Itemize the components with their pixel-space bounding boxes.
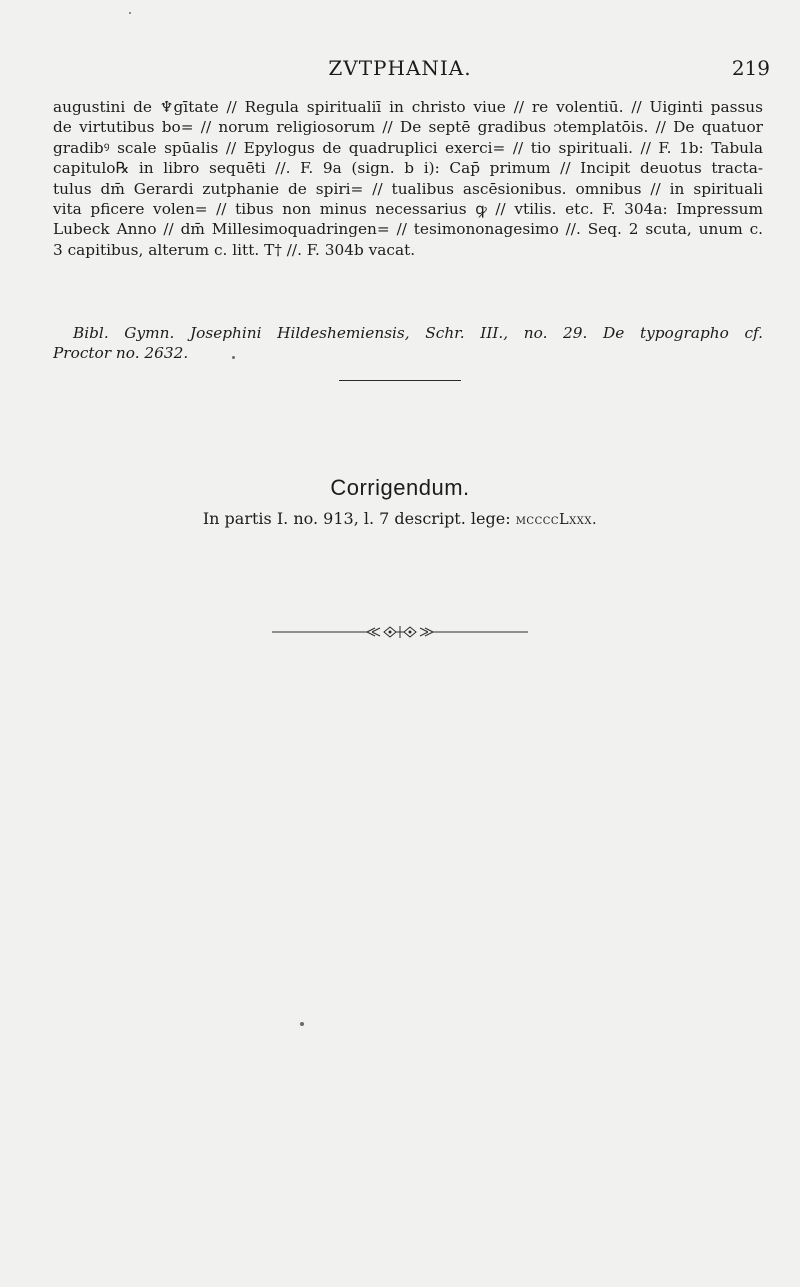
- description-line: gradibꝰ scale spūalis // Epylogus de quadruplici exerci= // tio spirituali. // F. 1b: Tabula: [53, 138, 763, 157]
- bibliographic-note: [53, 323, 763, 364]
- corrigendum-heading: Corrigendum.: [330, 475, 470, 500]
- description-line: Lubeck Anno // dm̄ Millesimoquadringen= // tesimononagesimo //. Seq. 2 scuta, unum c.: [53, 220, 763, 239]
- description-line: 3 capitibus, alterum c. litt. T† //. F. 304b vacat.: [53, 240, 416, 259]
- description-line: capitulo℞ in libro sequēti //. F. 9a (sign. b i): Cap̄ primum // Incipit deuotus tracta-: [53, 159, 763, 178]
- bibliography-line: Proctor no. 2632.: [53, 344, 189, 363]
- paper-speck: [232, 356, 235, 359]
- section-divider-rule: [339, 380, 461, 381]
- description-line: de virtutibus bo= // norum religiosorum // De septē gradibus ɔtemplatōis. // De quatuor: [53, 118, 763, 137]
- bibliography-line: Bibl. Gymn. Josephini Hildeshemiensis, Schr. III., no. 29. De typographo cf.: [73, 324, 763, 342]
- paper-speck: [300, 1022, 304, 1026]
- corrigendum-text: [0, 509, 800, 528]
- running-head: [0, 56, 800, 86]
- running-title: ZVTPHANIA.: [328, 56, 472, 80]
- ornamental-divider-icon: [272, 625, 528, 639]
- paper-speck: [129, 12, 131, 14]
- description-line: vita pficere volen= // tibus non minus necessarius ꝙ // vtilis. etc. F. 304a: Impressum: [53, 200, 763, 219]
- corrigendum-instruction: In partis I. no. 913, l. 7 descript. lege:: [202, 509, 511, 528]
- corrigendum-date-value: mccccLxxx.: [515, 512, 598, 528]
- description-line: tulus dm̄ Gerardi zutphanie de spiri= // tualibus ascēsionibus. omnibus // in spirituali: [53, 179, 763, 198]
- description-line: augustini de ♆gītate // Regula spiritualiī in christo viue // re volentiū. // Uiginti passus: [53, 98, 763, 116]
- catalogue-description: [53, 97, 763, 260]
- page-number: 219: [731, 56, 770, 80]
